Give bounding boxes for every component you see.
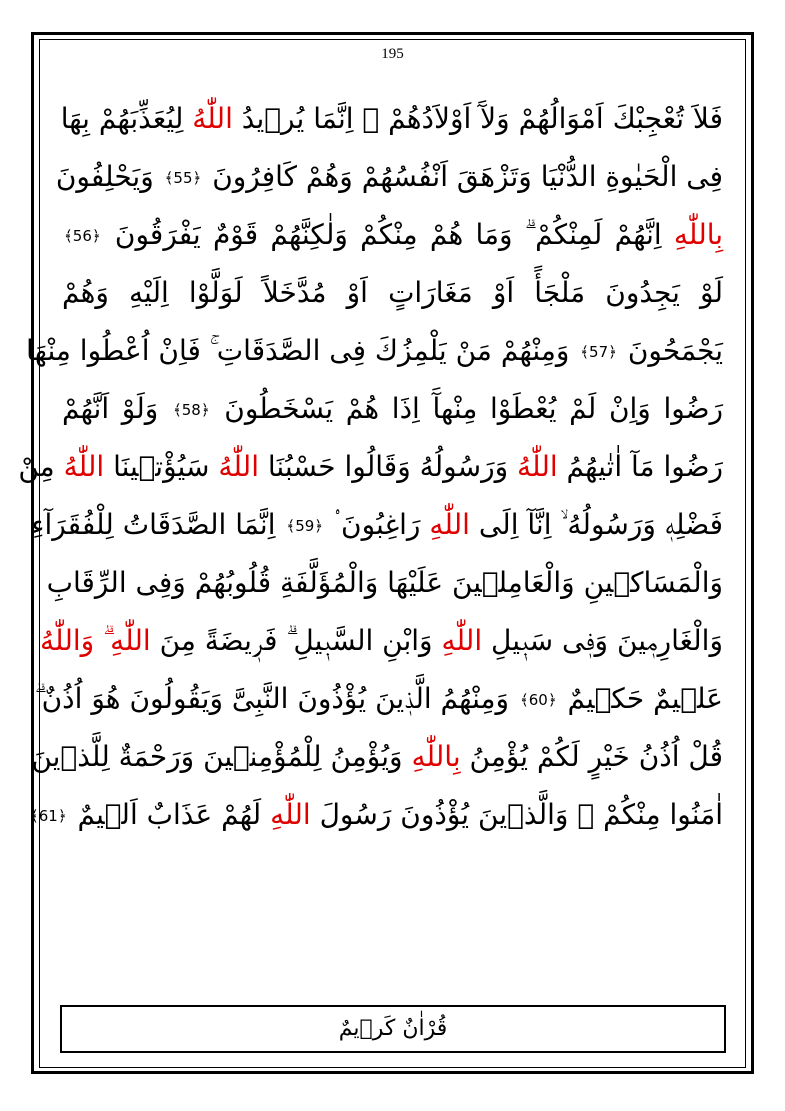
word: اِنَّمَا [313,102,354,135]
text-line [31,496,723,554]
word: وَمَا [475,218,513,251]
word: وَرَسُولُهُ [419,450,509,483]
word: مِنْهآَ [432,392,478,425]
word: اَمْوَالُهُمْ [518,102,604,135]
word: يَفْرَقُونَ [114,218,201,251]
divine-name-word: اللّٰهُ [63,450,105,483]
word: اَلٖيمٌ [77,798,138,831]
word: وَاِنْ [608,392,651,425]
text-line [18,438,723,496]
word: رَسُولَ [319,798,392,831]
word: يُؤْمِنُ [469,740,529,773]
word: مِنْهَا [26,334,71,367]
word: وَيَحْلِفُونَ [55,160,154,193]
word: وَلآَ [480,102,510,135]
word: يُرٖيدُ [241,102,305,135]
divine-name-word: اللّٰهِ [429,508,470,541]
word: فَلاَ [692,102,723,135]
text-line [62,206,723,264]
word: فَضْلِهٖ [664,508,723,541]
footer-title-box [60,1005,726,1053]
word: مَنْ [455,334,492,367]
text-line [34,670,723,728]
word: وَرَسُولُهُ ۙ [560,508,656,541]
word: يَسْخَطُونَ [224,392,334,425]
word: فِى [329,334,367,367]
word: وَابْنِ [382,624,433,657]
text-line [26,322,723,380]
word: يُؤْذُونَ [400,798,470,831]
word: اُعْطُوا [79,334,150,367]
divine-name-word: اللّٰهُ [192,102,233,135]
word: وَتَزْهَقَ [456,160,532,193]
word: لَوَلَّوْا [188,276,243,309]
text-line [40,612,723,670]
word: لِلَّذٖينَ [31,740,110,773]
word: حَكٖيمٌ [567,682,645,715]
word: رَضُوا [663,450,723,483]
word: لِيُعَذِّبَهُمْ [98,102,184,135]
ayah-number: ﴿60﴾ [519,691,557,709]
text-line [62,90,723,148]
word: النَّبِىَّ [231,682,289,715]
word: اَنَّهُمْ [62,392,110,425]
word: يُعْطَوْا [490,392,557,425]
word: لِلْفُقَرَآءِ [31,508,114,541]
word: اُذُنٌ ۗ [34,682,83,715]
word: عَلٖيمٌ [653,682,723,715]
divine-name-word: اللّٰهُ [517,450,558,483]
word: وَالْغَارِمٖينَ [616,624,723,657]
word: وَيُؤْمِنُ [330,740,403,773]
word: وَلٰكِنَّهُمْ [270,218,348,251]
word: الصَّدَقَاتِ ۚ [209,334,321,367]
word: مَلْجَأً [534,276,586,309]
word: حَسْبُنَا [267,450,336,483]
divine-name-word: بِاللّٰهِ [673,218,724,251]
page-number: 195 [381,46,404,62]
word: اَوْلاَدُهُمْ ۗ [362,102,472,135]
word: هُوَ [91,682,121,715]
divine-name-word: بِاللّٰهِ [411,740,461,773]
word: قُلْ [688,740,723,773]
text-line [46,554,723,612]
word: وَفِى [135,566,186,599]
word: وَرَحْمَةٌ [118,740,195,773]
word: عَلَيْهَا [387,566,444,599]
word: فَرٖيضَةً [204,624,278,657]
word: الصَّدَقَاتُ [122,508,227,541]
word: وَقَالُوا [344,450,411,483]
word: مِنْكُمْ [360,218,418,251]
word: الَّذٖينَ [375,682,432,715]
word: يَلْمِزُكَ [374,334,447,367]
word: وَالْعَامِلٖينَ [451,566,575,599]
word: وَالَّذٖينَ [478,798,569,831]
word: وَالْمَسَاكٖينِ [583,566,723,599]
divine-name-word: اللّٰهِ [441,624,483,657]
word: مِنْ [18,450,55,483]
quran-text-block [18,90,724,844]
divine-name-word: اللّٰهِ ۗ [103,624,151,657]
word: رَضُوا [663,392,724,425]
word: مَآ [631,450,655,483]
word: اِنَّآ [527,508,552,541]
word: اٰمَنُوا [669,798,723,831]
text-line [62,264,723,322]
ayah-number: ﴿57﴾ [580,343,617,361]
word: وَمِنْهُمْ [500,334,570,367]
word: وَهُمْ [305,160,353,193]
text-line [29,786,723,844]
divine-name-word: اللّٰهِ [270,798,311,831]
word: خَيْرٍ [588,740,630,773]
word: تُعْجِبْكَ [612,102,684,135]
word: قَوْمٌ [212,218,259,251]
word: لَكُمْ [537,740,580,773]
word: يُؤْذُونَ [297,682,367,715]
word: وَالْمُؤَلَّفَةِ [280,566,379,599]
word: عَذَابٌ [146,798,213,831]
word: يَجْمَحُونَ [627,334,723,367]
divine-name-word: اللّٰهُ [218,450,259,483]
text-line [31,728,723,786]
word: فَاِنْ [158,334,201,367]
word: لِلْمُؤْمِنٖينَ [203,740,322,773]
word: اِنَّهُمْ [614,218,662,251]
word: رَاغِبُونَ ۟ [334,508,421,541]
word: مِنَ [159,624,196,657]
word: الْحَيٰوةِ [605,160,678,193]
word: اِنَّمَا [235,508,276,541]
word: اُذُنُ [638,740,680,773]
footer-title: قُرْاٰنٌ كَرٖيمٌ [338,1016,448,1041]
word: وَلَوْ [121,392,159,425]
word: كَافِرُونَ [212,160,297,193]
word: قُلُوبُهُمْ [194,566,272,599]
word: مَغَارَاتٍ [388,276,473,309]
word: مِنْكُمْ ۗ [577,798,661,831]
word: اَنْفُسُهُمْ [361,160,448,193]
word: السَّبٖيلِ ۗ [286,624,374,657]
word: الرِّقَابِ [46,566,127,599]
word: هُمْ [429,218,464,251]
word: لَهُمْ [221,798,262,831]
word: هُمْ [345,392,380,425]
ayah-number: ﴿56﴾ [64,227,101,245]
word: وَفٖى [561,624,609,657]
word: لَمِنْكُمْ ۗ [524,218,603,251]
ayah-number: ﴿59﴾ [286,517,324,535]
word: سَبٖيلِ [491,624,554,657]
word: بِهَا [60,102,90,135]
word: مُدَّخَلاً [262,276,327,309]
word: اَوْ [492,276,515,309]
word: فِى [686,160,723,193]
ayah-number: ﴿58﴾ [172,401,210,419]
word: وَيَقُولُونَ [129,682,223,715]
word: الدُّنْيَا [540,160,597,193]
word: وَهُمْ [62,276,109,309]
word: سَيُؤْتٖينَا [113,450,210,483]
ayah-number: ﴿55﴾ [164,169,202,187]
word: يَجِدُونَ [605,276,680,309]
word: اَوْ [346,276,368,309]
word: وَمِنْهُمُ [440,682,510,715]
ayah-number: ﴿61﴾ [29,807,67,825]
word: اِذَا [391,392,420,425]
text-line [62,380,723,438]
word: اٰتٰيهُمُ [566,450,623,483]
word: لَمْ [569,392,597,425]
word: اِلَيْهِ [129,276,169,309]
text-line [55,148,723,206]
divine-name-word: وَاللّٰهُ [40,624,95,657]
word: لَوْ [700,276,724,309]
word: اِلَى [478,508,519,541]
